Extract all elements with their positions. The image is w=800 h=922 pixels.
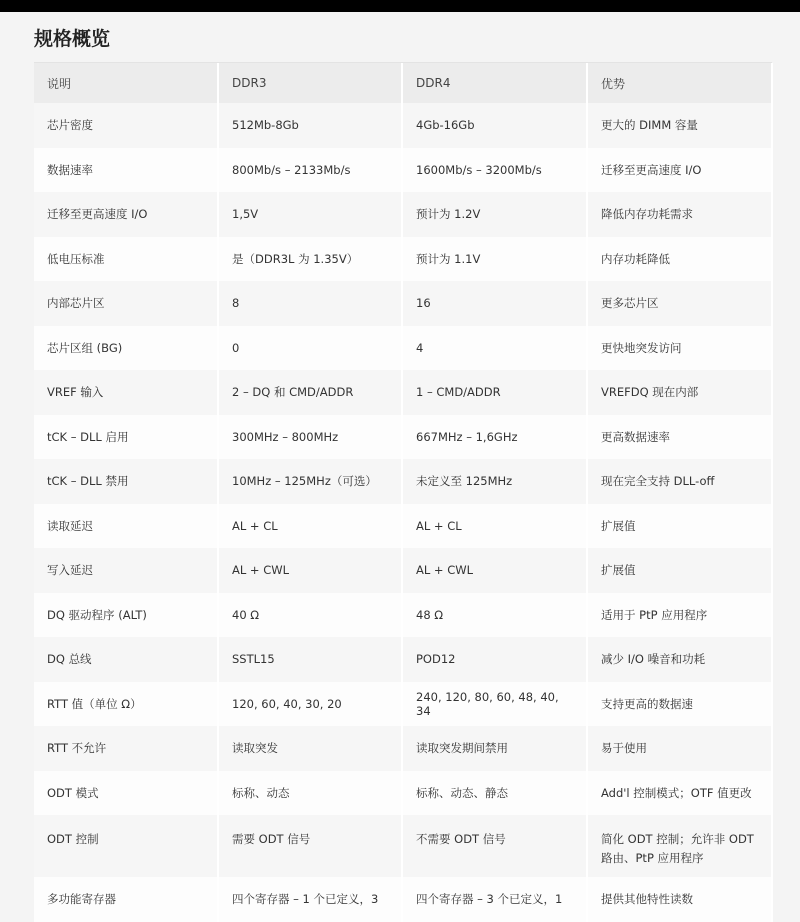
- table-row: [34, 148, 772, 193]
- cell-ddr3: 800Mb/s – 2133Mb/s: [218, 148, 402, 193]
- cell-description: VREF 输入: [34, 370, 218, 415]
- cell-ddr4: 1600Mb/s – 3200Mb/s: [402, 148, 587, 193]
- cell-advantage: 提供其他特性读数: [587, 877, 772, 922]
- cell-ddr4: 1 – CMD/ADDR: [402, 370, 587, 415]
- cell-description: DQ 驱动程序 (ALT): [34, 593, 218, 638]
- cell-advantage: 扩展值: [587, 504, 772, 549]
- cell-advantage: 更多芯片区: [587, 281, 772, 326]
- table-row: [34, 281, 772, 326]
- cell-description: tCK – DLL 启用: [34, 415, 218, 460]
- table-row: [34, 370, 772, 415]
- cell-description: RTT 值（单位 Ω）: [34, 682, 218, 727]
- table-row: [34, 682, 772, 727]
- cell-ddr3: 0: [218, 326, 402, 371]
- cell-ddr3: 8: [218, 281, 402, 326]
- cell-advantage: 降低内存功耗需求: [587, 192, 772, 237]
- cell-ddr4: 16: [402, 281, 587, 326]
- cell-advantage: 内存功耗降低: [587, 237, 772, 282]
- table-body: [34, 103, 772, 922]
- cell-ddr4: AL + CWL: [402, 548, 587, 593]
- cell-description: 芯片密度: [34, 103, 218, 148]
- cell-advantage: 现在完全支持 DLL-off: [587, 459, 772, 504]
- cell-ddr3: 需要 ODT 信号: [218, 815, 402, 877]
- cell-description: 读取延迟: [34, 504, 218, 549]
- cell-description: DQ 总线: [34, 637, 218, 682]
- cell-ddr4: 4: [402, 326, 587, 371]
- table-row: [34, 637, 772, 682]
- cell-ddr3: 512Mb-8Gb: [218, 103, 402, 148]
- cell-ddr3: 10MHz – 125MHz（可选）: [218, 459, 402, 504]
- cell-advantage: 适用于 PtP 应用程序: [587, 593, 772, 638]
- cell-description: 数据速率: [34, 148, 218, 193]
- cell-ddr3: SSTL15: [218, 637, 402, 682]
- top-bar: [0, 0, 800, 12]
- cell-ddr3: 2 – DQ 和 CMD/ADDR: [218, 370, 402, 415]
- cell-ddr4: 预计为 1.1V: [402, 237, 587, 282]
- table-row: [34, 593, 772, 638]
- cell-ddr4: 读取突发期间禁用: [402, 726, 587, 771]
- cell-description: RTT 不允许: [34, 726, 218, 771]
- cell-description: 内部芯片区: [34, 281, 218, 326]
- cell-description: 芯片区组 (BG): [34, 326, 218, 371]
- cell-advantage: 更高数据速率: [587, 415, 772, 460]
- table-row: [34, 237, 772, 282]
- header-ddr3: DDR3: [218, 63, 402, 103]
- cell-advantage: Add'l 控制模式；OTF 值更改: [587, 771, 772, 816]
- cell-description: ODT 模式: [34, 771, 218, 816]
- cell-ddr3: 读取突发: [218, 726, 402, 771]
- cell-ddr4: 不需要 ODT 信号: [402, 815, 587, 877]
- header-advantage: 优势: [587, 63, 772, 103]
- cell-ddr3: 是（DDR3L 为 1.35V）: [218, 237, 402, 282]
- table-row: [34, 504, 772, 549]
- cell-description: 写入延迟: [34, 548, 218, 593]
- table-row: [34, 877, 772, 922]
- cell-ddr3: 40 Ω: [218, 593, 402, 638]
- cell-ddr4: 667MHz – 1,6GHz: [402, 415, 587, 460]
- header-description: 说明: [34, 63, 218, 103]
- table-row: [34, 459, 772, 504]
- cell-ddr3: AL + CL: [218, 504, 402, 549]
- cell-advantage: 扩展值: [587, 548, 772, 593]
- cell-ddr4: 48 Ω: [402, 593, 587, 638]
- table-header-row: [34, 63, 772, 103]
- cell-ddr3: 四个寄存器 – 1 个已定义，3: [218, 877, 402, 922]
- cell-ddr4: 未定义至 125MHz: [402, 459, 587, 504]
- spec-table: [34, 63, 773, 922]
- cell-ddr3: 120, 60, 40, 30, 20: [218, 682, 402, 727]
- table-row: [34, 726, 772, 771]
- table-row: [34, 415, 772, 460]
- table-row: [34, 326, 772, 371]
- cell-ddr3: 1,5V: [218, 192, 402, 237]
- spec-table-container: [34, 62, 772, 906]
- cell-advantage: 更快地突发访问: [587, 326, 772, 371]
- cell-ddr4: 预计为 1.2V: [402, 192, 587, 237]
- cell-description: 多功能寄存器: [34, 877, 218, 922]
- cell-advantage: 减少 I/O 噪音和功耗: [587, 637, 772, 682]
- header-ddr4: DDR4: [402, 63, 587, 103]
- cell-ddr4: 四个寄存器 – 3 个已定义，1: [402, 877, 587, 922]
- cell-advantage: 更大的 DIMM 容量: [587, 103, 772, 148]
- cell-description: tCK – DLL 禁用: [34, 459, 218, 504]
- cell-description: 迁移至更高速度 I/O: [34, 192, 218, 237]
- cell-ddr4: AL + CL: [402, 504, 587, 549]
- page-title: 规格概览: [34, 28, 111, 50]
- cell-ddr4: 240, 120, 80, 60, 48, 40, 34: [402, 682, 587, 727]
- cell-ddr4: 4Gb-16Gb: [402, 103, 587, 148]
- cell-description: ODT 控制: [34, 815, 218, 877]
- cell-advantage: VREFDQ 现在内部: [587, 370, 772, 415]
- cell-ddr3: 标称、动态: [218, 771, 402, 816]
- cell-ddr4: POD12: [402, 637, 587, 682]
- cell-ddr3: AL + CWL: [218, 548, 402, 593]
- table-row: [34, 771, 772, 816]
- table-row: [34, 192, 772, 237]
- cell-ddr3: 300MHz – 800MHz: [218, 415, 402, 460]
- cell-advantage: 迁移至更高速度 I/O: [587, 148, 772, 193]
- cell-advantage: 简化 ODT 控制；允许非 ODT 路由、PtP 应用程序: [587, 815, 772, 877]
- cell-advantage: 支持更高的数据速: [587, 682, 772, 727]
- cell-ddr4: 标称、动态、静态: [402, 771, 587, 816]
- cell-description: 低电压标准: [34, 237, 218, 282]
- table-row: [34, 103, 772, 148]
- table-row: [34, 815, 772, 877]
- cell-advantage: 易于使用: [587, 726, 772, 771]
- table-row: [34, 548, 772, 593]
